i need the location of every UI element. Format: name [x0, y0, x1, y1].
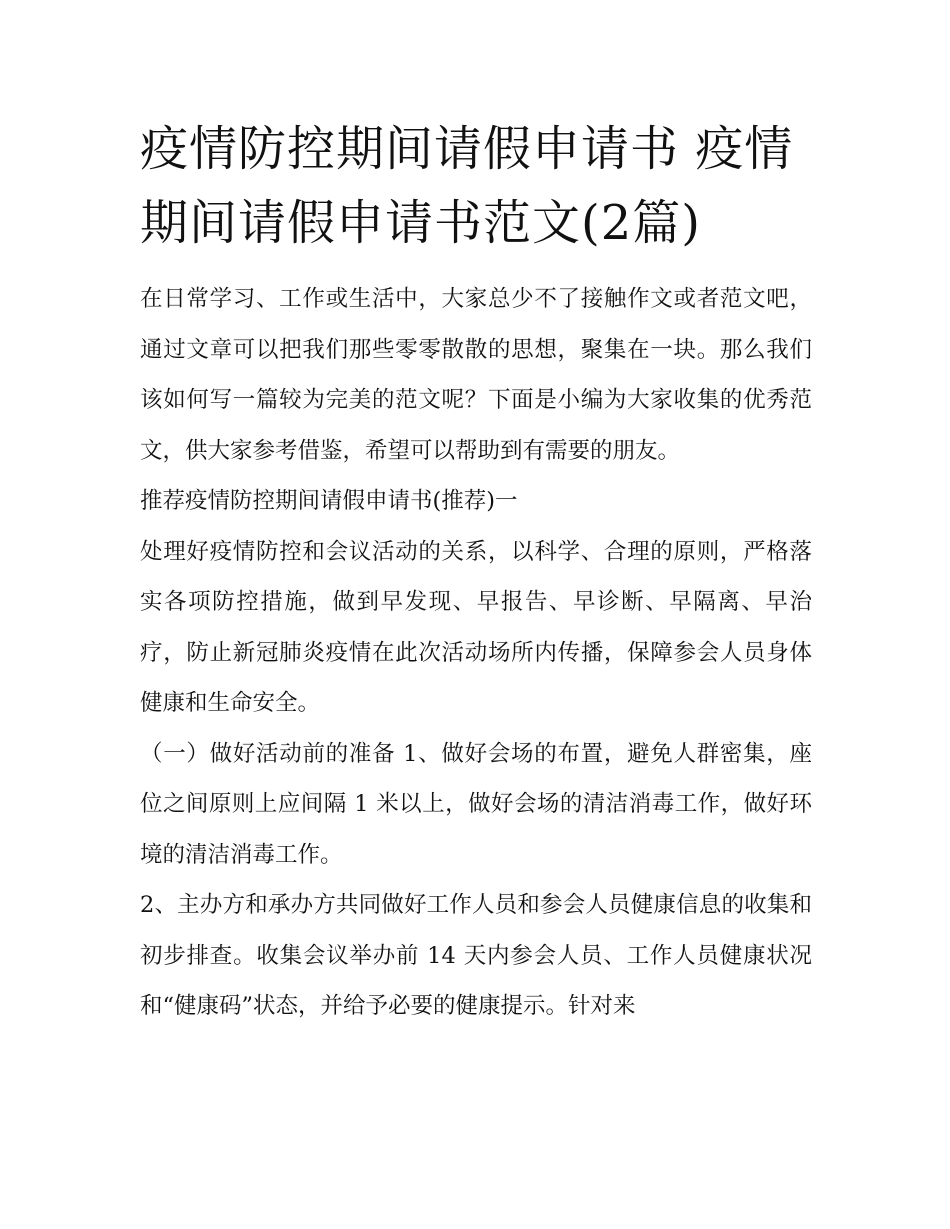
document-title: 疫情防控期间请假申请书 疫情期间请假申请书范文(2篇) [140, 121, 794, 251]
document-content [140, 112, 812, 1032]
body-paragraph: （一）做好活动前的准备 1、做好会场的布置，避免人群密集，座位之间原则上应间隔 1 米以上，做好会场的清洁消毒工作，做好环境的清洁消毒工作。 [140, 740, 812, 868]
section-heading: 推荐疫情防控期间请假申请书(推荐)一 [140, 488, 518, 514]
document-body [140, 274, 812, 1032]
body-paragraph: 2、主办方和承办方共同做好工作人员和参会人员健康信息的收集和初步排查。收集会议举办前 14 天内参会人员、工作人员健康状况和“健康码”状态，并给予必要的健康提示。针对来 [140, 892, 812, 1019]
intro-paragraph: 在日常学习、工作或生活中，大家总少不了接触作文或者范文吧，通过文章可以把我们那些零零散散的思想，聚集在一块。那么我们该如何写一篇较为完美的范文呢？下面是小编为大家收集的优秀范文，供大家参考借鉴，希望可以帮助到有需要的朋友。 [140, 286, 812, 464]
body-paragraph: 处理好疫情防控和会议活动的关系，以科学、合理的原则，严格落实各项防控措施，做到早发现、早报告、早诊断、早隔离、早治疗，防止新冠肺炎疫情在此次活动场所内传播，保障参会人员身体健康和生命安全。 [140, 538, 812, 716]
